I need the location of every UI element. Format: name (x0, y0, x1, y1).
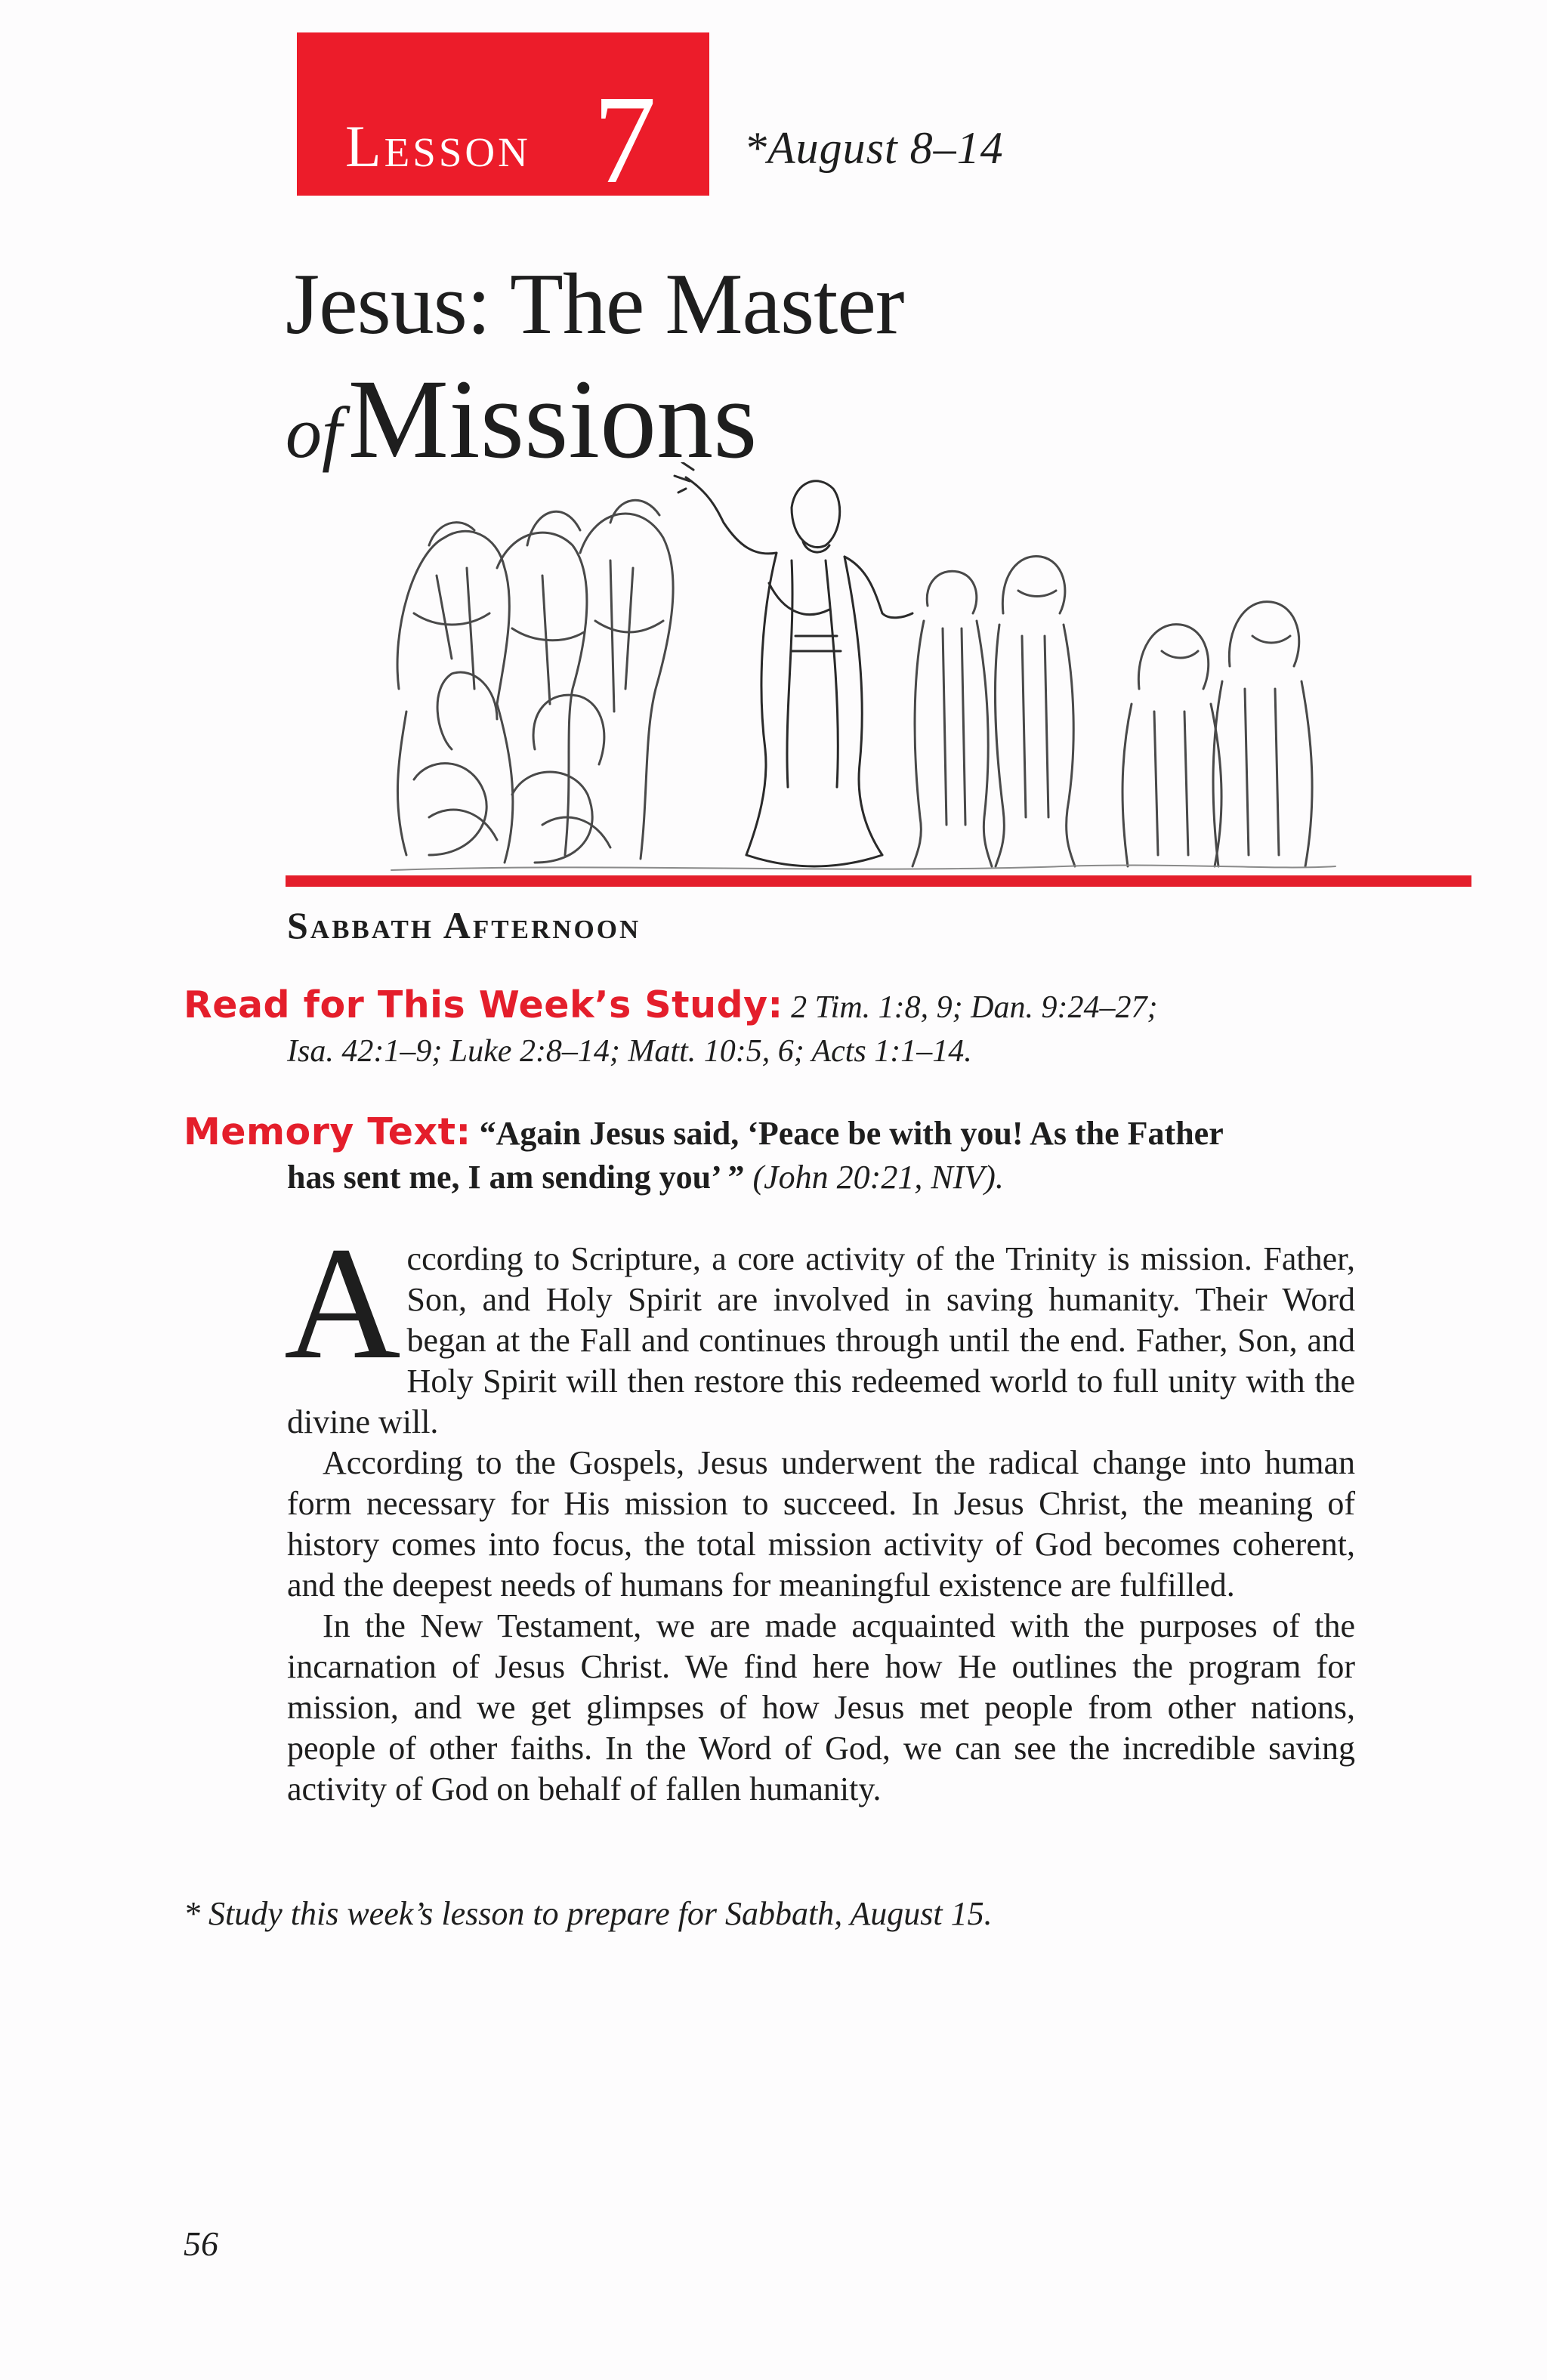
title-line-1: Jesus: The Master (286, 256, 904, 353)
memory-label: Memory Text: (184, 1110, 471, 1153)
memory-quote-line-2: has sent me, I am sending you’ ” (287, 1159, 745, 1196)
right-crowd-group (1122, 602, 1312, 866)
memory-quote-line-1: “Again Jesus said, ‘Peace be with you! As the Father (479, 1115, 1224, 1152)
lesson-number: 7 (593, 69, 656, 210)
memory-text (184, 1110, 1362, 1199)
title-main-word: Missions (347, 357, 758, 482)
left-crowd-group (397, 500, 673, 863)
lesson-date: *August 8–14 (744, 123, 1004, 173)
lesson-badge (297, 32, 709, 210)
title-of: of (286, 392, 342, 473)
lesson-body (284, 1214, 1355, 1810)
ground-line (391, 866, 1335, 870)
study-refs-line-1: 2 Tim. 1:8, 9; Dan. 9:24–27; (791, 990, 1158, 1025)
footnote: * Study this week’s lesson to prepare for Sabbath, August 15. (184, 1895, 993, 1932)
body-paragraph-2: According to the Gospels, Jesus underwent the radical change into human form necessary for His mission to succeed. In Jesus Christ, the meaning of history comes into focus, the total mission activity of God becomes coherent, and the deepest needs of humans for meaningful existence are fulfilled. (287, 1444, 1355, 1604)
study-label: Read for This Week’s Study: (184, 983, 783, 1026)
body-paragraph-3: In the New Testament, we are made acquainted with the purposes of the incarnation of Jesus Christ. We find here how He outlines the program for mission, and we get glimpses of how Jesus met people from other nations, people of other faiths. In the Word of God, we can see the incredible saving activity of God on behalf of fallen humanity. (287, 1607, 1355, 1807)
page-number: 56 (184, 2224, 218, 2263)
study-refs-line-2: Isa. 42:1–9; Luke 2:8–14; Matt. 10:5, 6; Acts 1:1–14. (287, 1034, 972, 1069)
drop-cap: A (284, 1214, 401, 1393)
title-line-2 (286, 357, 758, 482)
section-heading: Sabbath Afternoon (287, 904, 641, 946)
jesus-figure (675, 462, 912, 866)
body-paragraph-1-text: ccording to Scripture, a core activity of the Trinity is mission. Father, Son, and Holy Spirit are involved in saving humanity. Their Word began at the Fall and continues through until the end. Father, Son, and Holy Spirit will then restore this redeemed world to full unity with the divine will. (287, 1240, 1355, 1440)
sketch-illustration (384, 462, 1343, 876)
body-paragraph-1 (284, 1214, 1355, 1443)
lesson-word: Lesson (345, 113, 531, 179)
section-divider (286, 875, 1471, 887)
middle-disciples-group (912, 556, 1075, 866)
memory-reference: (John 20:21, NIV). (752, 1159, 1004, 1196)
study-references (184, 983, 1362, 1073)
